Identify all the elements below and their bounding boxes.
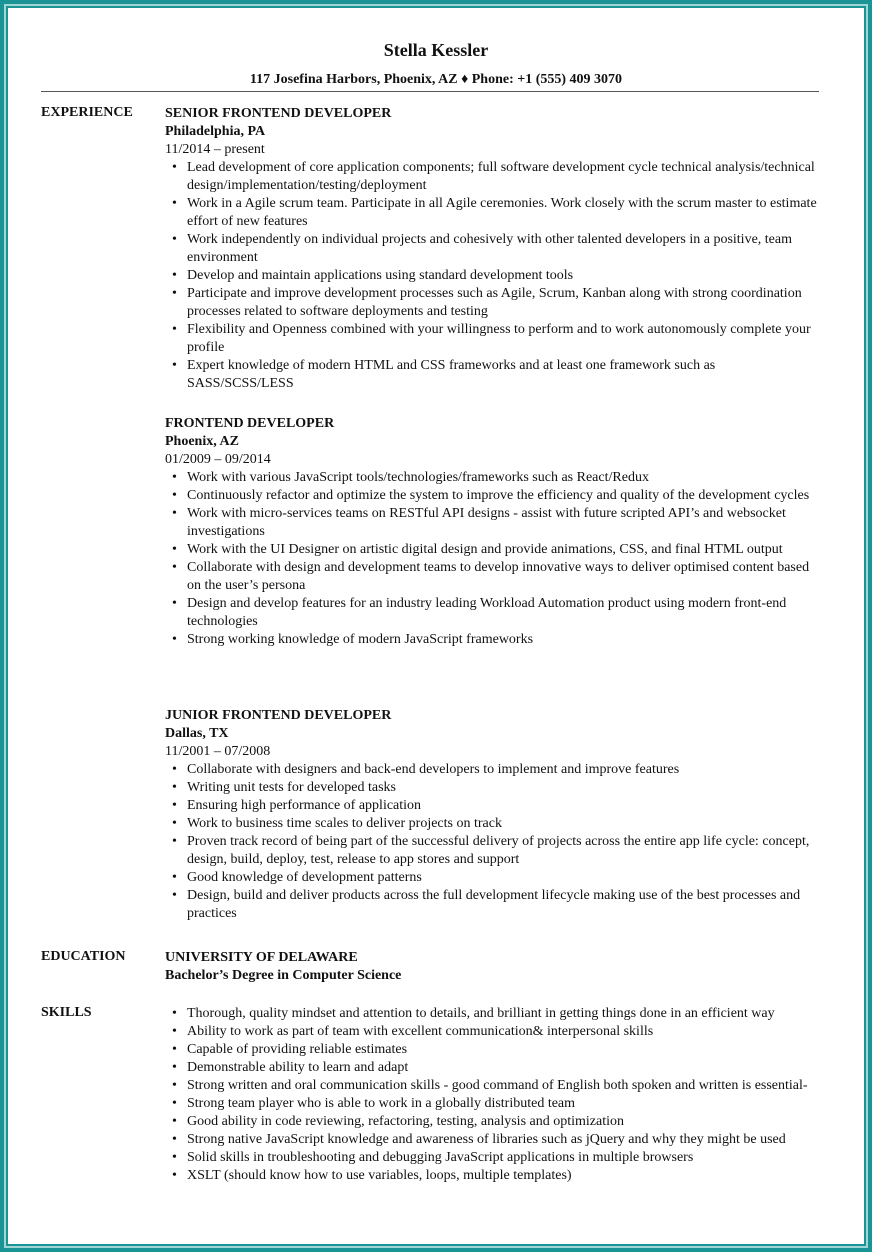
job-bullets (165, 469, 825, 649)
list-item: • Proven track record of being part of the successful delivery of projects across the entire app life cycle: concept, design, build, deploy, test, release to app stores and support (187, 833, 825, 869)
list-item: • Strong native JavaScript knowledge and awareness of libraries such as jQuery and why they might be used (187, 1131, 825, 1149)
list-item: • Solid skills in troubleshooting and debugging JavaScript applications in multiple browsers (187, 1149, 825, 1167)
list-item: • Demonstrable ability to learn and adapt (187, 1059, 825, 1077)
job-dates: 11/2001 – 07/2008 (165, 744, 271, 759)
list-item: • Work to business time scales to deliver projects on track (187, 815, 825, 833)
list-item: • Good ability in code reviewing, refactoring, testing, analysis and optimization (187, 1113, 825, 1131)
list-item: • Ensuring high performance of application (187, 797, 825, 815)
job-location: Philadelphia, PA (165, 124, 266, 139)
education-entry (165, 949, 825, 985)
list-item: • Capable of providing reliable estimates (187, 1041, 825, 1059)
section-label-skills: SKILLS (41, 1005, 92, 1020)
list-item: • Work with micro-services teams on RESTful API designs - assist with future scripted API’s and websocket investigations (187, 505, 825, 541)
header-divider (41, 91, 819, 92)
section-label-education: EDUCATION (41, 949, 126, 964)
list-item: • Expert knowledge of modern HTML and CSS frameworks and at least one framework such as SASS/SCSS/LESS (187, 357, 825, 393)
contact-line: 117 Josefina Harbors, Phoenix, AZ ♦ Phone: +1 (555) 409 3070 (249, 72, 623, 87)
skills-list-block (165, 1005, 825, 1185)
resume-page (8, 8, 864, 1244)
list-item: • Work with various JavaScript tools/technologies/frameworks such as React/Redux (187, 469, 825, 487)
list-item: • Writing unit tests for developed tasks (187, 779, 825, 797)
job-entry (165, 415, 825, 649)
job-title: FRONTEND DEVELOPER (165, 416, 335, 431)
job-dates: 11/2014 – present (165, 142, 265, 157)
list-item: • Collaborate with designers and back-end developers to implement and improve features (187, 761, 825, 779)
list-item: • Thorough, quality mindset and attention to details, and brilliant in getting things done in an efficient way (187, 1005, 825, 1023)
list-item: • Participate and improve development processes such as Agile, Scrum, Kanban along with strong coordination processes related to software deployments and testing (187, 285, 825, 321)
list-item: • Flexibility and Openness combined with your willingness to perform and to work autonomously complete your profile (187, 321, 825, 357)
list-item: • Develop and maintain applications using standard development tools (187, 267, 825, 285)
list-item: • Design, build and deliver products across the full development lifecycle making use of the best processes and practices (187, 887, 825, 923)
section-label-experience: EXPERIENCE (41, 105, 133, 120)
list-item: • Work independently on individual projects and cohesively with other talented developers in a positive, team environment (187, 231, 825, 267)
job-location: Phoenix, AZ (165, 434, 239, 449)
job-bullets (165, 761, 825, 923)
job-entry (165, 707, 825, 923)
candidate-name: Stella Kessler (383, 40, 489, 60)
list-item: • Strong team player who is able to work in a globally distributed team (187, 1095, 825, 1113)
school-name: UNIVERSITY OF DELAWARE (165, 950, 358, 965)
list-item: • XSLT (should know how to use variables, loops, multiple templates) (187, 1167, 825, 1185)
job-bullets (165, 159, 825, 393)
list-item: • Continuously refactor and optimize the system to improve the efficiency and quality of the development cycles (187, 487, 825, 505)
list-item: • Strong working knowledge of modern JavaScript frameworks (187, 631, 825, 649)
list-item: • Work in a Agile scrum team. Participate in all Agile ceremonies. Work closely with the scrum master to estimate effort of new features (187, 195, 825, 231)
degree: Bachelor’s Degree in Computer Science (165, 968, 402, 983)
skills-list (165, 1005, 825, 1185)
list-item: • Ability to work as part of team with excellent communication& interpersonal skills (187, 1023, 825, 1041)
job-entry (165, 105, 825, 393)
list-item: • Lead development of core application components; full software development cycle technical analysis/technical design/implementation/testing/deployment (187, 159, 825, 195)
list-item: • Good knowledge of development patterns (187, 869, 825, 887)
job-location: Dallas, TX (165, 726, 229, 741)
list-item: • Strong written and oral communication skills - good command of English both spoken and written is essential- (187, 1077, 825, 1095)
job-dates: 01/2009 – 09/2014 (165, 452, 271, 467)
list-item: • Collaborate with design and development teams to develop innovative ways to deliver optimised content based on the user’s persona (187, 559, 825, 595)
list-item: • Work with the UI Designer on artistic digital design and provide animations, CSS, and final HTML output (187, 541, 825, 559)
job-title: SENIOR FRONTEND DEVELOPER (165, 106, 392, 121)
list-item: • Design and develop features for an industry leading Workload Automation product using modern front-end technologies (187, 595, 825, 631)
job-title: JUNIOR FRONTEND DEVELOPER (165, 708, 392, 723)
